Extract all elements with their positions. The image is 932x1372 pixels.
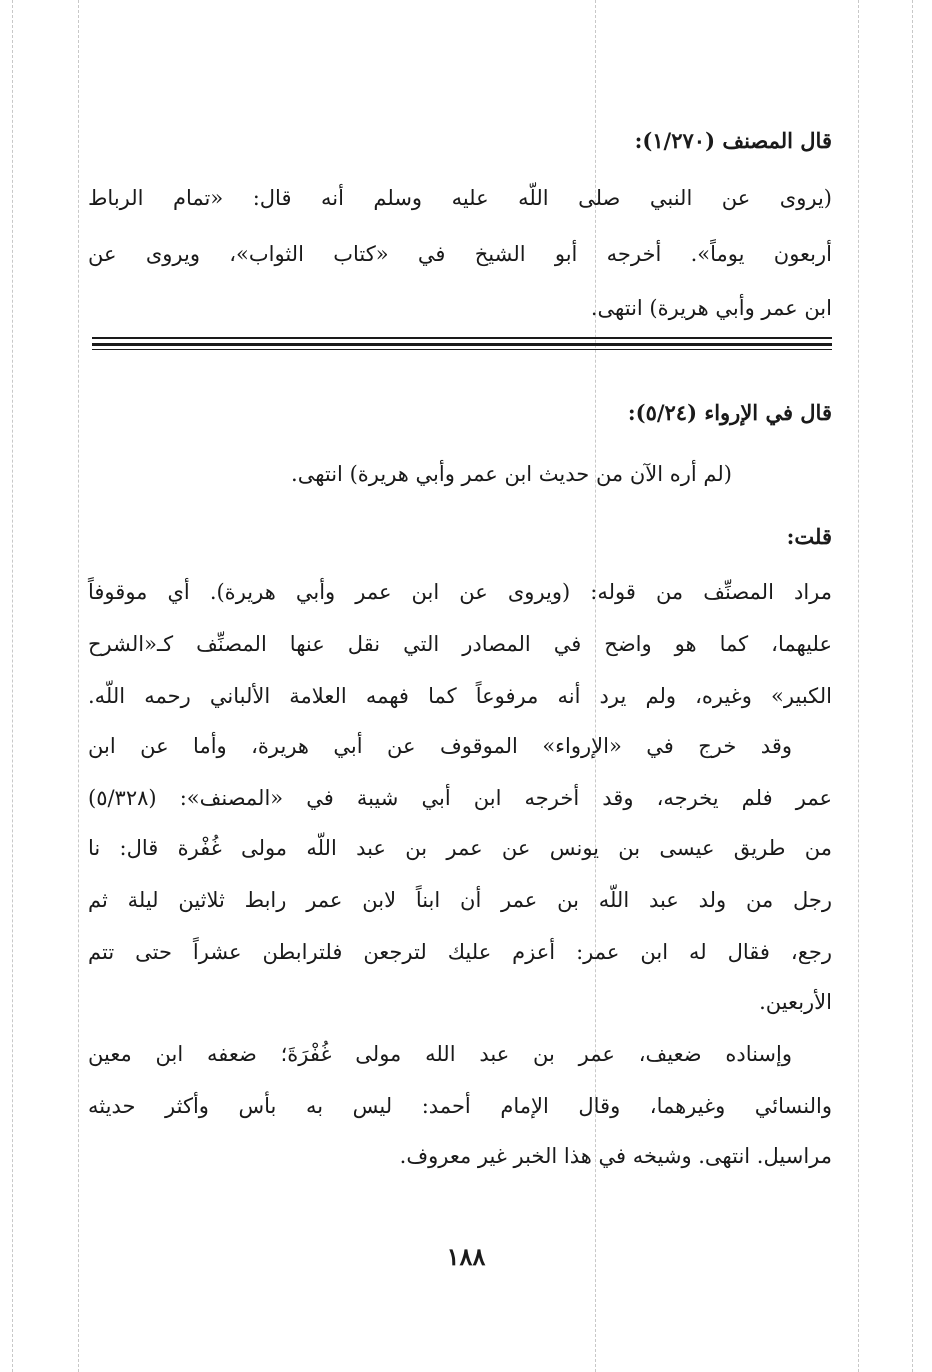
commentary-line: رجع، فقال له ابن عمر: أعزم عليك لترجعن فلترابطن عشراً حتى تتم	[88, 940, 832, 964]
section-divider	[92, 349, 832, 350]
author-quote-heading: قال المصنف (١/٢٧٠):	[634, 128, 832, 153]
scan-guide-line	[12, 0, 13, 1372]
scan-guide-line	[78, 0, 79, 1372]
author-quote-line: ابن عمر وأبي هريرة) انتهى.	[590, 296, 832, 320]
commentary-line: من طريق عيسى بن يونس عن عمر بن عبد اللّه مولى غُفْرة قال: نا	[88, 836, 832, 860]
commentary-line: والنسائي وغيرهما، وقال الإمام أحمد: ليس به بأس وأكثر حديثه	[88, 1094, 832, 1118]
author-quote-line: أربعون يوماً». أخرجه أبو الشيخ في «كتاب الثواب»، ويروى عن	[88, 242, 832, 266]
commentary-line: مراسيل. انتهى. وشيخه في هذا الخبر غير معروف.	[399, 1144, 832, 1168]
commentary-line: عليهما، كما هو واضح في المصادر التي نقل عنها المصنِّف كـ«الشرح	[88, 632, 832, 656]
scan-guide-line	[912, 0, 913, 1372]
author-quote-section	[88, 126, 832, 326]
irwa-quote-heading: قال في الإرواء (٥/٢٤):	[627, 400, 832, 425]
commentary-line: الكبير» وغيره، ولم يرد أنه مرفوعاً كما فهمه العلامة الألباني رحمه اللّه.	[88, 684, 832, 708]
irwa-quote-text: (لم أره الآن من حديث ابن عمر وأبي هريرة) انتهى.	[291, 462, 732, 486]
commentary-heading: قلت:	[786, 524, 832, 549]
commentary-line: وقد خرج في «الإرواء» الموقوف عن أبي هريرة، وأما عن ابن	[88, 734, 792, 758]
commentary-line: رجل من ولد عبد اللّه بن عمر أن ابناً لابن عمر رابط ثلاثين ليلة ثم	[88, 888, 832, 912]
page-number: ١٨٨	[446, 1242, 486, 1271]
section-divider	[92, 343, 832, 346]
commentary-line: وإسناده ضعيف، عمر بن عبد الله مولى غُفْرَةَ؛ ضعفه ابن معين	[88, 1042, 792, 1066]
commentary-line: مراد المصنِّف من قوله: (ويروى عن ابن عمر وأبي هريرة). أي موقوفاً	[88, 580, 832, 604]
author-quote-line: (يروى عن النبي صلى اللّه عليه وسلم أنه قال: «تمام الرباط	[88, 186, 832, 210]
commentary-line: عمر فلم يخرجه، وقد أخرجه ابن أبي شيبة في «المصنف»: (٥/٣٢٨)	[88, 786, 832, 810]
commentary-line: الأربعين.	[759, 990, 832, 1014]
commentary-section	[88, 522, 832, 1182]
irwa-quote-section	[88, 398, 832, 498]
scan-guide-line	[858, 0, 859, 1372]
section-divider	[92, 337, 832, 339]
